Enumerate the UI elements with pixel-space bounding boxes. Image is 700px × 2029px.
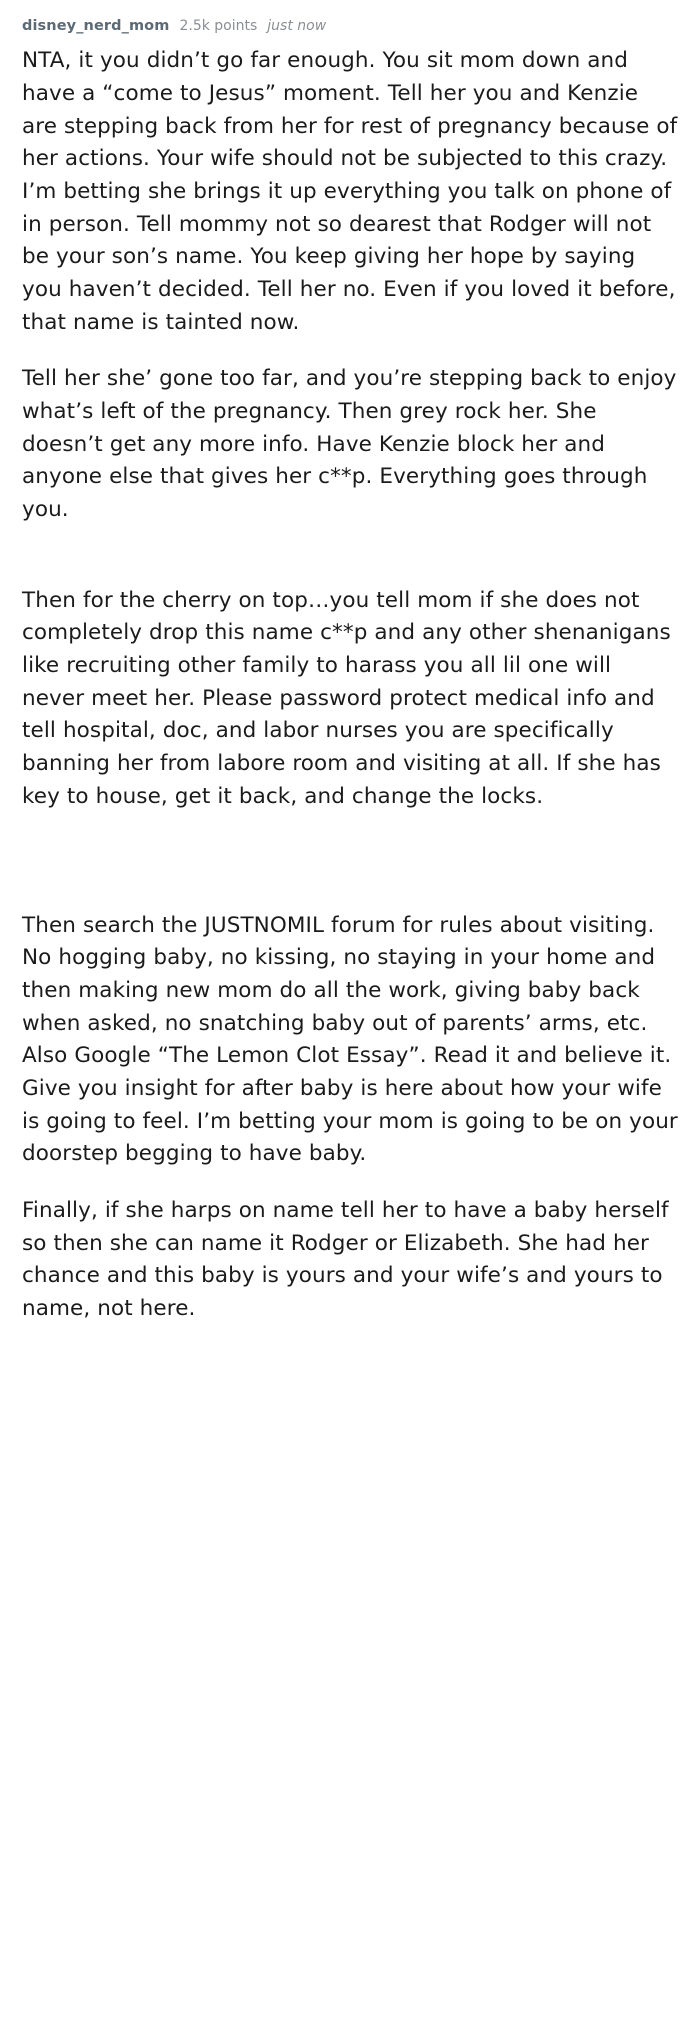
comment-paragraph: Finally, if she harps on name tell her to have a baby herself so then she can name it Rodger or Elizabeth. She had her chance and this baby is yours and your wife’s and yours to name, not here. xyxy=(22,1197,669,1321)
comment-paragraph: Then for the cherry on top…you tell mom if she does not completely drop this name c**p and any other shenanigans like recruiting other family to harass you all lil one will never meet her. Please password protect medical info and tell hospital, doc, and labor nurses you are specifically banning her from labore room and visiting at all. If she has key to house, get it back, and change the locks. xyxy=(22,587,671,809)
comment-paragraph: NTA, it you didn’t go far enough. You sit mom down and have a “come to Jesus” moment. Tell her you and Kenzie are stepping back from her for rest of pregnancy because of her actions. Your wife should not be subjected to this crazy. I’m betting she brings it up everything you talk on phone of in person. Tell mommy not so dearest that Rodger will not be your son’s name. You keep giving her hope by saying you haven’t decided. Tell her no. Even if you loved it before, that name is tainted now. xyxy=(22,48,678,335)
comment-timestamp: just now xyxy=(267,18,327,34)
left-rail xyxy=(0,0,8,1352)
comment-author[interactable]: disney_nerd_mom xyxy=(22,18,170,34)
comment-points: 2.5k points xyxy=(179,18,258,34)
comment-paragraph: Tell her she’ gone too far, and you’re stepping back to enjoy what’s left of the pregnancy. Then grey rock her. She doesn’t get any more info. Have Kenzie block her and anyone else that gives her c**p. Everything goes through you. xyxy=(22,366,677,523)
comment-paragraph: Then search the JUSTNOMIL forum for rules about visiting. No hogging baby, no kissing, no staying in your home and then making new mom do all the work, giving baby back when asked, no snatching baby out of parents’ arms, etc. Also Google “The Lemon Clot Essay”. Read it and believe it. Give you insight for after baby is here about how your wife is going to feel. I’m betting your mom is going to be on your doorstep begging to have baby. xyxy=(22,912,678,1167)
comment-body xyxy=(0,41,700,1351)
comment-meta xyxy=(0,0,700,41)
